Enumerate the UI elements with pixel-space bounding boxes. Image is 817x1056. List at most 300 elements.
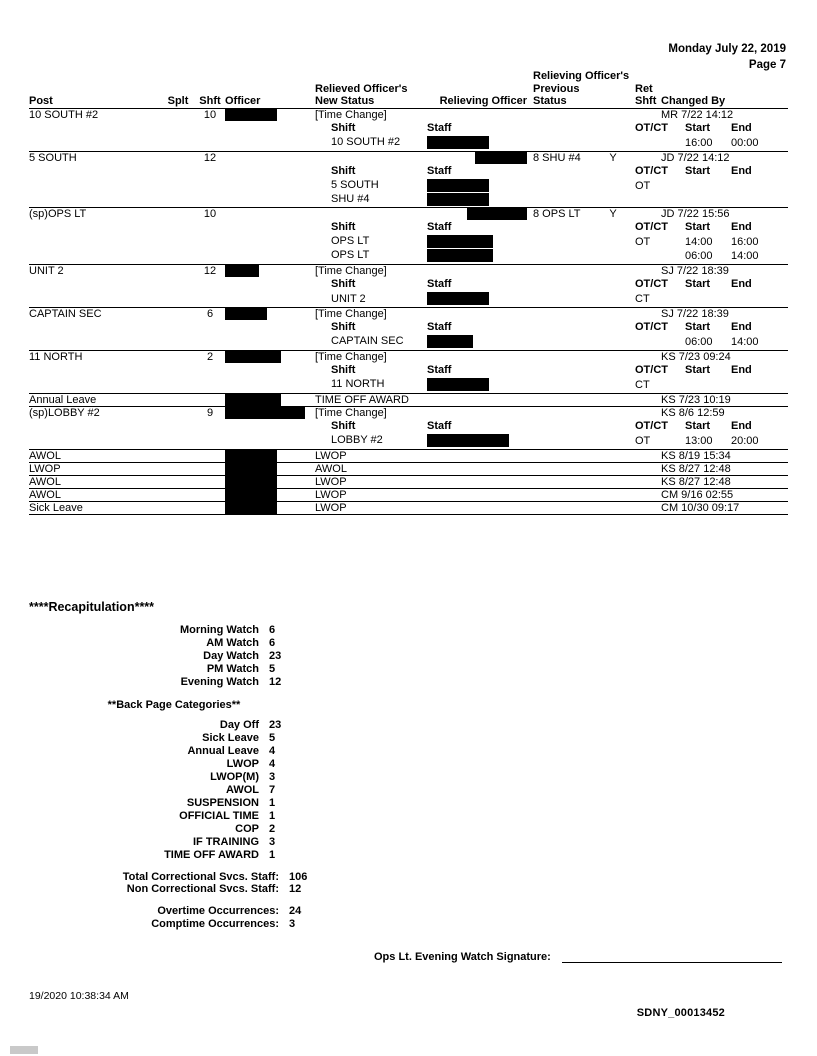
sub-otct-value: OT bbox=[635, 235, 651, 248]
recap-watch-item bbox=[29, 663, 319, 676]
recap-item-label: Evening Watch bbox=[180, 675, 259, 688]
recap-occurrence-item bbox=[29, 905, 349, 918]
recap-title: ****Recapitulation**** bbox=[29, 600, 155, 614]
sub-shift-label: Shift bbox=[331, 419, 356, 432]
recap-item-label: SUSPENSION bbox=[186, 796, 259, 809]
cell-ret bbox=[591, 488, 635, 501]
cell-changed-by: SJ 7/22 18:39 bbox=[661, 265, 729, 278]
cell-officer bbox=[225, 462, 315, 475]
subcell-otct bbox=[635, 220, 788, 265]
sub-start-value: 16:00 bbox=[685, 136, 713, 149]
recap-item-value: 6 bbox=[269, 636, 276, 649]
redacted-text bbox=[475, 152, 527, 164]
sub-staff-value bbox=[427, 334, 635, 348]
sub-staff-value bbox=[427, 234, 635, 248]
recap-category-item bbox=[29, 784, 319, 797]
sub-shift-label: Shift bbox=[331, 164, 356, 177]
cell-previous-status: 8 SHU #4 bbox=[533, 151, 581, 164]
recap-item-label: LWOP(M) bbox=[210, 770, 259, 783]
recap-item-label: Comptime Occurrences: bbox=[151, 918, 279, 931]
schedule-table bbox=[29, 70, 788, 515]
sub-shift-value: 11 NORTH bbox=[331, 378, 385, 391]
signature-block bbox=[374, 950, 788, 963]
cell-new-status: LWOP bbox=[315, 475, 347, 488]
recap-category-item bbox=[29, 849, 319, 862]
cell-shft: 12 bbox=[203, 151, 217, 164]
redacted-text bbox=[427, 249, 493, 262]
recap-watch-item bbox=[29, 650, 319, 663]
cell-new-status: AWOL bbox=[315, 462, 347, 475]
sub-otct-header: OT/CT bbox=[635, 278, 668, 291]
cell-post: Annual Leave bbox=[29, 393, 97, 406]
sub-start-value: 06:00 bbox=[685, 250, 713, 263]
footer-timestamp: 19/2020 10:38:34 AM bbox=[29, 990, 129, 1002]
sub-otct-value: CT bbox=[635, 378, 650, 391]
sub-staff-label: Staff bbox=[427, 363, 452, 376]
cell-officer bbox=[225, 406, 315, 419]
recap-item-value: 2 bbox=[269, 822, 276, 835]
cell-relieving-officer bbox=[425, 207, 533, 220]
cell-previous-status bbox=[533, 308, 591, 321]
cell-changed-by: KS 7/23 09:24 bbox=[661, 350, 731, 363]
cell-ret-shft bbox=[635, 308, 661, 321]
col-relieving-prev-line1: Relieving Officer's bbox=[533, 70, 630, 82]
cell-splt bbox=[161, 151, 195, 164]
table-row[interactable] bbox=[29, 475, 788, 488]
redacted-text bbox=[427, 434, 509, 447]
subcell-otct bbox=[635, 121, 788, 151]
recap-watch-list bbox=[29, 624, 319, 689]
cell-splt bbox=[161, 207, 195, 220]
redacted-text bbox=[427, 235, 493, 248]
cell-previous-status bbox=[533, 108, 591, 121]
recap-item-value: 4 bbox=[269, 757, 276, 770]
recap-category-item bbox=[29, 797, 319, 810]
sub-otct-value: OT bbox=[635, 434, 651, 447]
cell-splt bbox=[161, 265, 195, 278]
table-subrow bbox=[29, 320, 788, 350]
recap-item-label: Morning Watch bbox=[179, 624, 259, 636]
recap-item-label: Total Correctional Svcs. Staff: bbox=[122, 870, 279, 883]
cell-ret-shft bbox=[635, 350, 661, 363]
subcell-staff bbox=[425, 419, 635, 449]
sub-staff-label: Staff bbox=[427, 278, 452, 291]
cell-shft: 10 bbox=[203, 207, 217, 220]
cell-shft bbox=[195, 393, 225, 406]
sub-start-header: Start bbox=[685, 363, 711, 376]
signature-label: Ops Lt. Evening Watch Signature: bbox=[374, 951, 551, 963]
cell-shft: 10 bbox=[203, 108, 217, 121]
redacted-text bbox=[225, 394, 281, 406]
cell-post: AWOL bbox=[29, 475, 61, 488]
sub-start-header: Start bbox=[685, 164, 711, 177]
table-header-row bbox=[29, 70, 788, 108]
subcell-otct bbox=[635, 277, 788, 307]
recap-item-label: OFFICIAL TIME bbox=[179, 809, 259, 822]
redacted-text bbox=[427, 378, 489, 391]
sub-staff-value bbox=[427, 192, 635, 206]
cell-post: LWOP bbox=[29, 462, 61, 475]
cell-shft: 12 bbox=[203, 265, 217, 278]
cell-changed-by: SJ 7/22 18:39 bbox=[661, 308, 729, 321]
sub-staff-value bbox=[427, 178, 635, 192]
document-header bbox=[668, 42, 786, 73]
subcell-otct bbox=[635, 363, 788, 393]
cell-changed-by: KS 8/27 12:48 bbox=[661, 462, 731, 475]
cell-splt bbox=[161, 462, 195, 475]
sub-otct-header: OT/CT bbox=[635, 164, 668, 177]
recap-category-item bbox=[29, 810, 319, 823]
table-row[interactable] bbox=[29, 406, 788, 419]
cell-shft bbox=[195, 462, 225, 475]
recap-total-item bbox=[29, 871, 349, 884]
sub-shift-value: SHU #4 bbox=[331, 193, 370, 206]
redacted-text bbox=[427, 179, 489, 192]
table-subrow bbox=[29, 220, 788, 265]
table-subrow bbox=[29, 363, 788, 393]
cell-officer bbox=[225, 207, 315, 220]
cell-relieving-officer bbox=[425, 501, 533, 514]
cell-officer bbox=[225, 108, 315, 121]
redacted-text bbox=[427, 335, 473, 348]
redacted-text bbox=[225, 450, 277, 462]
table-row[interactable] bbox=[29, 393, 788, 406]
cell-changed-by: KS 8/6 12:59 bbox=[661, 406, 725, 419]
table-subrow bbox=[29, 164, 788, 207]
sub-end-header: End bbox=[731, 220, 752, 233]
recap-item-value: 23 bbox=[269, 649, 282, 662]
cell-ret bbox=[591, 462, 635, 475]
page-corner-mark bbox=[10, 1046, 38, 1054]
back-page-categories-title: **Back Page Categories** bbox=[107, 698, 241, 711]
redacted-text bbox=[225, 463, 277, 475]
cell-ret: Y bbox=[609, 207, 617, 220]
subcell-staff bbox=[425, 363, 635, 393]
recap-total-item bbox=[29, 883, 349, 896]
col-officer: Officer bbox=[225, 95, 261, 108]
redacted-text bbox=[225, 476, 277, 488]
schedule-grid bbox=[29, 70, 788, 515]
redacted-text bbox=[225, 351, 281, 363]
cell-shft: 9 bbox=[206, 406, 214, 419]
cell-splt bbox=[161, 108, 195, 121]
recap-item-value: 3 bbox=[269, 770, 276, 783]
recap-item-value: 12 bbox=[269, 675, 282, 688]
cell-relieving-officer bbox=[425, 406, 533, 419]
sub-shift-value: OPS LT bbox=[331, 235, 370, 248]
table-row[interactable] bbox=[29, 350, 788, 363]
redacted-text bbox=[427, 193, 489, 206]
redacted-text bbox=[225, 265, 259, 277]
sub-start-header: Start bbox=[685, 278, 711, 291]
sub-staff-label: Staff bbox=[427, 122, 452, 135]
sub-start-value: 14:00 bbox=[685, 235, 713, 248]
cell-ret bbox=[591, 406, 635, 419]
sub-end-header: End bbox=[731, 278, 752, 291]
cell-changed-by: KS 8/27 12:48 bbox=[661, 475, 731, 488]
cell-ret-shft bbox=[635, 449, 661, 462]
sub-otct-header: OT/CT bbox=[635, 363, 668, 376]
redacted-text bbox=[427, 136, 489, 149]
cell-ret-shft bbox=[635, 501, 661, 514]
table-subrow bbox=[29, 121, 788, 151]
cell-ret: Y bbox=[609, 151, 617, 164]
redacted-text bbox=[225, 407, 305, 419]
recap-item-value: 3 bbox=[269, 835, 276, 848]
cell-changed-by: CM 9/16 02:55 bbox=[661, 488, 734, 501]
subcell-otct bbox=[635, 320, 788, 350]
recap-totals-list bbox=[29, 871, 349, 897]
col-shft: Shft bbox=[199, 95, 221, 108]
sub-start-value bbox=[685, 378, 725, 393]
recap-item-label: IF TRAINING bbox=[193, 835, 259, 848]
sub-end-value: 14:00 bbox=[731, 336, 759, 349]
sub-end-value bbox=[731, 292, 771, 307]
cell-ret-shft bbox=[635, 151, 661, 164]
sub-otct-value bbox=[635, 335, 679, 350]
col-relieved-line1: Relieved Officer's bbox=[315, 82, 408, 95]
sub-end-header: End bbox=[731, 122, 752, 135]
sub-end-value: 16:00 bbox=[731, 235, 759, 248]
cell-ret-shft bbox=[635, 488, 661, 501]
cell-officer bbox=[225, 488, 315, 501]
signature-line[interactable] bbox=[562, 950, 782, 963]
sub-staff-label: Staff bbox=[427, 321, 452, 334]
table-bottom-rule bbox=[29, 515, 788, 516]
sub-end-value bbox=[731, 179, 771, 194]
cell-officer bbox=[225, 501, 315, 514]
redacted-text bbox=[225, 502, 277, 514]
cell-shft bbox=[195, 449, 225, 462]
sub-shift-value: OPS LT bbox=[331, 249, 370, 262]
redacted-text bbox=[225, 489, 277, 501]
cell-new-status: [Time Change] bbox=[315, 265, 387, 278]
cell-previous-status bbox=[533, 488, 591, 501]
sub-otct-header: OT/CT bbox=[635, 419, 668, 432]
recap-category-item bbox=[29, 745, 319, 758]
sub-shift-label: Shift bbox=[331, 278, 356, 291]
table-row[interactable] bbox=[29, 265, 788, 278]
recap-category-item bbox=[29, 771, 319, 784]
recap-item-label: Non Correctional Svcs. Staff: bbox=[126, 883, 279, 896]
sub-shift-label: Shift bbox=[331, 220, 356, 233]
sub-staff-value bbox=[427, 135, 635, 149]
sub-shift-value: CAPTAIN SEC bbox=[331, 335, 404, 348]
subcell-staff bbox=[425, 320, 635, 350]
sub-start-header: Start bbox=[685, 122, 711, 135]
cell-splt bbox=[161, 406, 195, 419]
cell-relieving-officer bbox=[425, 151, 533, 164]
cell-post: CAPTAIN SEC bbox=[29, 308, 102, 321]
table-subrow bbox=[29, 277, 788, 307]
recap-watch-item bbox=[29, 676, 319, 689]
recap-category-list bbox=[29, 719, 319, 862]
cell-ret-shft bbox=[635, 265, 661, 278]
cell-splt bbox=[161, 501, 195, 514]
cell-previous-status bbox=[533, 406, 591, 419]
subcell-shift bbox=[225, 220, 425, 265]
cell-relieving-officer bbox=[425, 462, 533, 475]
cell-previous-status bbox=[533, 265, 591, 278]
sub-otct-value: OT bbox=[635, 179, 651, 192]
cell-changed-by: JD 7/22 14:12 bbox=[661, 151, 730, 164]
redacted-text bbox=[467, 208, 527, 220]
recap-item-value: 3 bbox=[289, 918, 296, 931]
cell-new-status: LWOP bbox=[315, 488, 347, 501]
sub-end-header: End bbox=[731, 363, 752, 376]
recap-item-value: 106 bbox=[289, 870, 308, 883]
cell-post: AWOL bbox=[29, 488, 61, 501]
sub-start-value: 06:00 bbox=[685, 336, 713, 349]
cell-relieving-officer bbox=[425, 350, 533, 363]
cell-previous-status bbox=[533, 475, 591, 488]
cell-previous-status bbox=[533, 501, 591, 514]
recap-item-label: PM Watch bbox=[206, 662, 259, 675]
recap-item-value: 23 bbox=[269, 718, 282, 731]
cell-splt bbox=[161, 350, 195, 363]
subcell-blank-left bbox=[29, 121, 225, 151]
col-relieving-prev-status bbox=[533, 70, 630, 108]
recap-item-label: Day Off bbox=[219, 718, 259, 731]
sub-shift-label: Shift bbox=[331, 321, 356, 334]
subcell-blank-left bbox=[29, 164, 225, 207]
sub-shift-value: LOBBY #2 bbox=[331, 434, 383, 447]
cell-ret bbox=[591, 350, 635, 363]
recap-item-label: AM Watch bbox=[206, 636, 259, 649]
sub-shift-label: Shift bbox=[331, 122, 356, 135]
recap-item-label: Overtime Occurrences: bbox=[157, 905, 279, 918]
subcell-shift bbox=[225, 277, 425, 307]
table-row[interactable] bbox=[29, 151, 788, 164]
cell-post: Sick Leave bbox=[29, 501, 83, 514]
cell-splt bbox=[161, 393, 195, 406]
sub-otct-header: OT/CT bbox=[635, 122, 668, 135]
cell-officer bbox=[225, 265, 315, 278]
cell-ret-shft bbox=[635, 207, 661, 220]
sub-start-value bbox=[685, 179, 725, 194]
table-row[interactable] bbox=[29, 108, 788, 121]
subcell-otct bbox=[635, 419, 788, 449]
subcell-shift bbox=[225, 164, 425, 207]
recap-item-label: AWOL bbox=[226, 783, 259, 796]
subcell-shift bbox=[225, 320, 425, 350]
recap-item-value: 4 bbox=[269, 744, 276, 757]
sub-otct-value bbox=[635, 136, 679, 151]
cell-ret bbox=[591, 265, 635, 278]
subcell-blank-left bbox=[29, 419, 225, 449]
table-subrow bbox=[29, 419, 788, 449]
subcell-shift bbox=[225, 121, 425, 151]
cell-shft: 2 bbox=[206, 350, 214, 363]
redacted-text bbox=[225, 109, 277, 121]
cell-changed-by: JD 7/22 15:56 bbox=[661, 207, 730, 220]
subcell-blank-left bbox=[29, 363, 225, 393]
col-ret-line2: Shft bbox=[635, 95, 657, 108]
table-row[interactable] bbox=[29, 488, 788, 501]
recap-category-item bbox=[29, 758, 319, 771]
recap-item-label: TIME OFF AWARD bbox=[164, 848, 259, 861]
col-changed-by: Changed By bbox=[661, 95, 726, 108]
col-post: Post bbox=[29, 95, 53, 108]
cell-relieving-officer bbox=[425, 488, 533, 501]
sub-end-header: End bbox=[731, 321, 752, 334]
cell-ret bbox=[591, 308, 635, 321]
recap-occurrence-item bbox=[29, 918, 349, 931]
cell-new-status: [Time Change] bbox=[315, 308, 387, 321]
table-row[interactable] bbox=[29, 207, 788, 220]
cell-new-status: [Time Change] bbox=[315, 108, 387, 121]
sub-end-header: End bbox=[731, 164, 752, 177]
sub-staff-label: Staff bbox=[427, 419, 452, 432]
cell-ret-shft bbox=[635, 475, 661, 488]
cell-relieving-officer bbox=[425, 393, 533, 406]
cell-changed-by: MR 7/22 14:12 bbox=[661, 108, 734, 121]
recap-category-item bbox=[29, 823, 319, 836]
cell-previous-status: 8 OPS LT bbox=[533, 207, 581, 220]
table-row[interactable] bbox=[29, 501, 788, 514]
recap-item-value: 5 bbox=[269, 731, 276, 744]
cell-officer bbox=[225, 449, 315, 462]
recap-item-label: Day Watch bbox=[203, 649, 259, 662]
sub-staff-value bbox=[427, 248, 635, 262]
cell-ret bbox=[591, 475, 635, 488]
cell-officer bbox=[225, 475, 315, 488]
cell-officer bbox=[225, 393, 315, 406]
cell-post: 11 NORTH bbox=[29, 350, 83, 363]
report-date: Monday July 22, 2019 bbox=[668, 43, 786, 55]
cell-relieving-officer bbox=[425, 108, 533, 121]
cell-officer bbox=[225, 308, 315, 321]
cell-ret-shft bbox=[635, 406, 661, 419]
recap-item-value: 1 bbox=[269, 809, 276, 822]
recap-watch-item bbox=[29, 637, 319, 650]
page-number: Page 7 bbox=[748, 58, 786, 71]
cell-previous-status bbox=[533, 350, 591, 363]
recap-item-value: 7 bbox=[269, 783, 276, 796]
subcell-shift bbox=[225, 419, 425, 449]
sub-staff-label: Staff bbox=[427, 220, 452, 233]
cell-post: 10 SOUTH #2 bbox=[29, 108, 99, 121]
sub-staff-value bbox=[427, 292, 635, 306]
recap-item-value: 5 bbox=[269, 662, 276, 675]
cell-ret bbox=[591, 449, 635, 462]
subcell-staff bbox=[425, 277, 635, 307]
subcell-blank-left bbox=[29, 220, 225, 265]
cell-new-status: TIME OFF AWARD bbox=[315, 393, 409, 406]
recap-item-value: 6 bbox=[269, 624, 276, 636]
cell-post: 5 SOUTH bbox=[29, 151, 77, 164]
col-splt: Splt bbox=[167, 95, 189, 108]
sub-start-value: 13:00 bbox=[685, 434, 713, 447]
redacted-text bbox=[225, 308, 267, 320]
recap-item-label: Sick Leave bbox=[202, 731, 259, 744]
cell-ret bbox=[591, 393, 635, 406]
table-row[interactable] bbox=[29, 462, 788, 475]
col-relieved-line2: New Status bbox=[315, 95, 375, 108]
cell-splt bbox=[161, 449, 195, 462]
cell-relieving-officer bbox=[425, 308, 533, 321]
cell-splt bbox=[161, 488, 195, 501]
cell-relieving-officer bbox=[425, 265, 533, 278]
cell-ret-shft bbox=[635, 108, 661, 121]
sub-staff-value bbox=[427, 433, 635, 447]
recap-item-value: 24 bbox=[289, 905, 302, 918]
subcell-blank-left bbox=[29, 320, 225, 350]
recap-category-item bbox=[29, 732, 319, 745]
cell-previous-status bbox=[533, 462, 591, 475]
table-row[interactable] bbox=[29, 308, 788, 321]
table-row[interactable] bbox=[29, 449, 788, 462]
